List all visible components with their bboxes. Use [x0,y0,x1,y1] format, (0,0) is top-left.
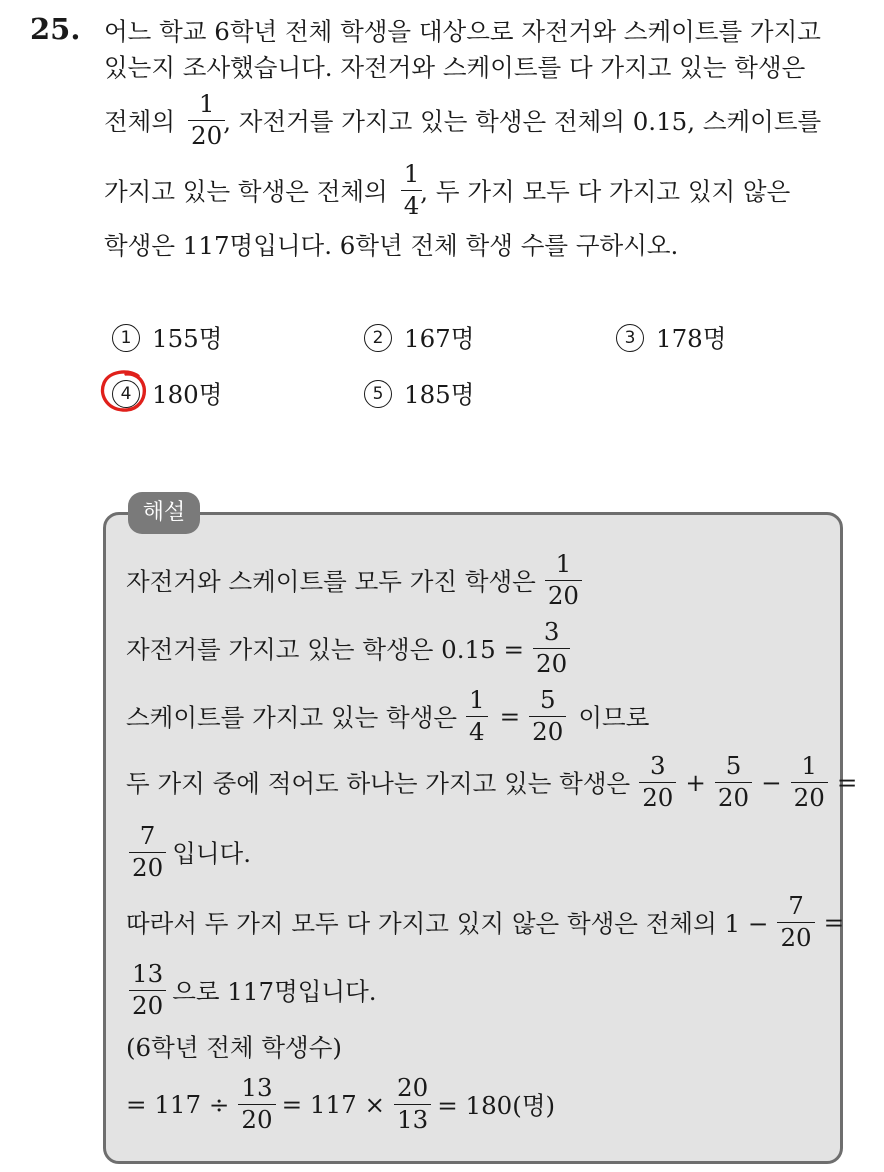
choice-3[interactable] [616,320,726,355]
fraction-3-20 [533,617,570,678]
fraction-denominator: 20 [533,648,570,677]
solution-line-1-text: 자전거와 스케이트를 모두 가진 학생은 [126,566,536,596]
solution-line-9 [126,1074,826,1134]
solution-line-9-c: = 180(명) [437,1090,556,1120]
fraction-numerator: 1 [198,89,215,118]
fraction-numerator: 3 [649,751,666,780]
fraction-denominator: 20 [777,922,814,951]
fraction-numerator: 7 [139,821,156,850]
stem-line-5-text: 학생은 117명입니다. 6학년 전체 학생 수를 구하시오. [104,230,679,260]
choice-1[interactable] [112,320,222,355]
fraction-denominator: 13 [394,1104,431,1133]
solution-line-8 [126,1016,826,1076]
stem-line-2-text: 있는지 조사했습니다. 자전거와 스케이트를 다 가지고 있는 학생은 [104,52,806,82]
solution-line-9-a: = 117 ÷ [126,1089,230,1119]
solution-line-4-text: 두 가지 중에 적어도 하나는 가지고 있는 학생은 [126,768,631,798]
fraction-13-20 [238,1073,275,1134]
stem-line-4-b: , 두 가지 모두 다 가지고 있지 않은 [420,176,791,206]
choice-text-3: 178명 [656,324,727,353]
choice-text-2: 167명 [404,324,475,353]
equals-sign: = [823,907,845,937]
fraction-denominator: 20 [129,990,166,1019]
fraction-denominator: 20 [715,782,752,811]
fraction-numerator: 7 [788,891,804,920]
solution-line-2 [126,618,826,678]
solution-line-7-tail: 으로 117명입니다. [172,976,377,1006]
fraction-3-20 [639,751,676,812]
fraction-7-20 [129,821,166,882]
question-number: 25. [30,12,81,46]
fraction-1-4 [401,159,423,220]
fraction-denominator: 20 [188,120,225,149]
stem-line-3 [104,90,864,150]
solution-line-6 [126,891,845,952]
fraction-numerator: 1 [555,549,572,578]
fraction-denominator: 20 [791,782,828,811]
solution-line-2-text: 자전거를 가지고 있는 학생은 0.15 = [126,634,525,664]
solution-line-7 [126,960,826,1020]
fraction-numerator: 1 [403,159,420,188]
fraction-numerator: 13 [241,1073,273,1102]
stem-line-3-b: , 자전거를 가지고 있는 학생은 전체의 0.15, 스케이트를 [223,106,822,136]
solution-line-6-expression [774,891,850,952]
fraction-1-20 [188,89,225,150]
fraction-denominator: 20 [129,852,166,881]
solution-line-9-b: = 117 × [281,1089,385,1119]
choice-number-3: 3 [616,324,644,352]
solution-line-3 [126,686,826,746]
minus-sign: − [761,767,782,797]
fraction-numerator: 1 [801,751,818,780]
fraction-numerator: 5 [539,685,556,714]
choice-2[interactable] [364,320,474,355]
fraction-13-20 [129,959,166,1020]
choice-text-4: 180명 [152,380,223,409]
fraction-denominator: 4 [466,716,488,745]
choice-5[interactable] [364,376,474,411]
stem-line-5 [104,214,864,274]
equals-sign: = [836,767,858,797]
solution-line-5-tail: 입니다. [172,838,251,868]
fraction-1-20 [791,751,828,812]
choice-number-4: 4 [112,380,140,408]
fraction-1-4 [466,685,488,746]
fraction-numerator: 13 [132,959,164,988]
fraction-7-20 [777,891,814,952]
stem-line-2 [104,36,864,96]
fraction-20-13 [394,1073,431,1134]
stem-line-4 [104,160,864,220]
stem-line-1-text: 어느 학교 6학년 전체 학생을 대상으로 자전거와 스케이트를 가지고 [104,16,821,46]
solution-label: 해설 [128,492,200,534]
fraction-5-20 [715,751,752,812]
choice-number-1: 1 [112,324,140,352]
fraction-denominator: 20 [545,580,582,609]
fraction-denominator: 4 [401,190,423,219]
fraction-numerator: 1 [469,685,485,714]
solution-line-6-text: 따라서 두 가지 모두 다 가지고 있지 않은 학생은 전체의 1 − [126,908,769,938]
fraction-denominator: 20 [238,1104,275,1133]
choice-number-2: 2 [364,324,392,352]
solution-line-4-expression [636,751,863,812]
fraction-denominator: 20 [639,782,676,811]
fraction-numerator: 5 [725,751,742,780]
solution-line-3-text: 스케이트를 가지고 있는 학생은 [126,702,458,732]
fraction-numerator: 3 [543,617,560,646]
solution-line-5 [126,822,826,882]
fraction-1-20 [545,549,582,610]
choice-text-5: 185명 [404,380,475,409]
selected-answer-circle-icon [98,368,150,414]
solution-line-1 [126,550,826,610]
stem-line-3-a: 전체의 [104,106,176,136]
stem-line-4-a: 가지고 있는 학생은 전체의 [104,176,388,206]
choice-text-1: 155명 [152,324,223,353]
solution-line-3-tail: 이므로 [578,702,650,732]
choice-number-5: 5 [364,380,392,408]
fraction-5-20 [529,685,566,746]
solution-line-8-text: (6학년 전체 학생수) [126,1032,342,1062]
plus-sign: + [685,767,706,797]
fraction-numerator: 20 [397,1073,429,1102]
fraction-denominator: 20 [529,716,566,745]
solution-line-4 [126,751,858,812]
equals-sign: = [499,701,521,731]
